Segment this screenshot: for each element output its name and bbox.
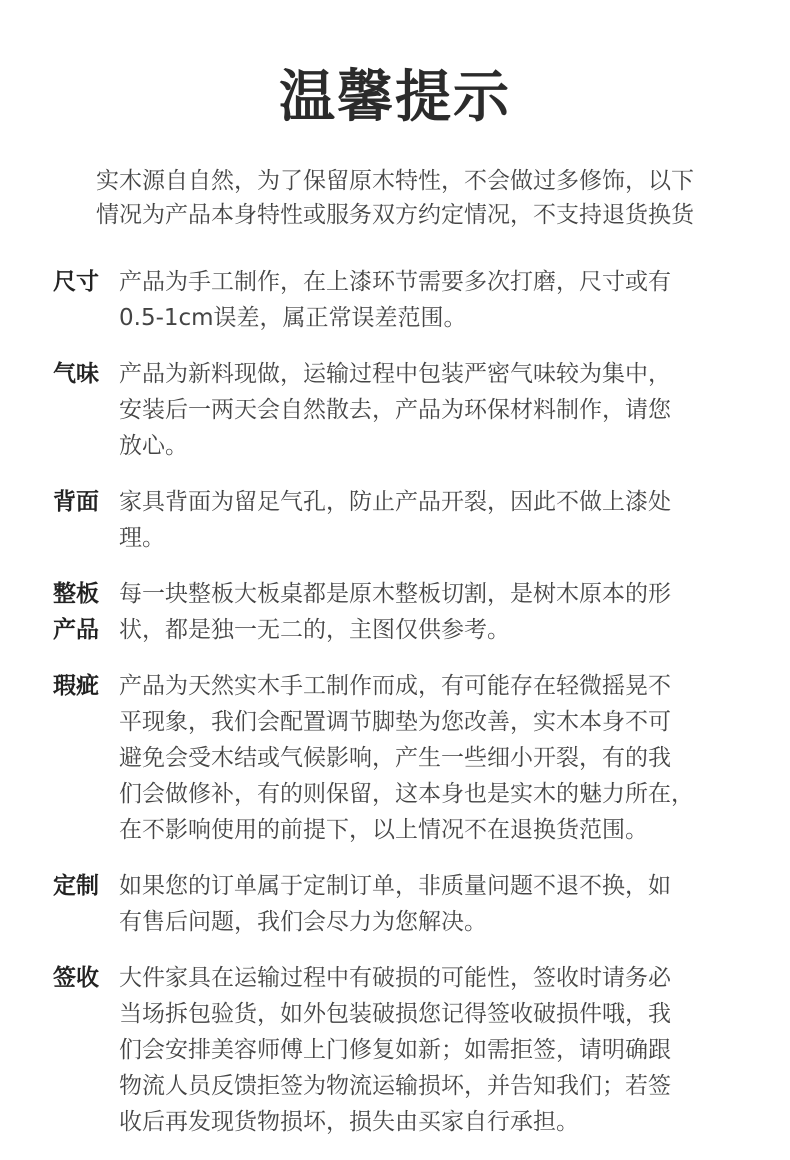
intro-line: 情况为产品本身特性或服务双方约定情况，不支持退货换货: [96, 202, 694, 228]
notice-label-line: 产品: [53, 617, 99, 643]
notice-text: [119, 668, 753, 848]
notice-text: [119, 960, 753, 1140]
notice-label-line: 气味: [53, 361, 99, 387]
notice-text-line: 家具背面为留足气孔，防止产品开裂，因此不做上漆处: [119, 489, 671, 515]
notice-label-line: 定制: [53, 873, 99, 899]
notice-label-line: 背面: [53, 489, 99, 515]
notice-item-slab: [53, 576, 753, 648]
notice-label: [53, 576, 119, 648]
notice-item-back: [53, 484, 753, 556]
intro-paragraph: [0, 164, 790, 232]
notice-label: [53, 668, 119, 704]
notice-label-line: 整板: [53, 581, 99, 607]
notice-text: [119, 356, 753, 464]
notice-text-line: 有售后问题，我们会尽力为您解决。: [119, 909, 487, 935]
notice-label-line: 签收: [53, 965, 99, 991]
notice-text-line: 当场拆包验货，如外包装破损您记得签收破损件哦，我: [119, 1001, 671, 1027]
notice-text-line: 产品为天然实木手工制作而成，有可能存在轻微摇晃不: [119, 673, 671, 699]
notice-item-smell: [53, 356, 753, 464]
notice-item-flaw: [53, 668, 753, 848]
notice-text-line: 们会安排美容师傅上门修复如新；如需拒签，请明确跟: [119, 1037, 671, 1063]
notice-label: [53, 356, 119, 392]
notice-text-line: 产品为手工制作，在上漆环节需要多次打磨，尺寸或有: [119, 269, 671, 295]
notice-text-line: 收后再发现货物损坏，损失由买家自行承担。: [119, 1109, 579, 1135]
notice-label-line: 尺寸: [53, 269, 99, 295]
notice-text: [119, 264, 753, 336]
notice-text: [119, 484, 753, 556]
notice-text-line: 0.5-1cm误差，属正常误差范围。: [119, 305, 467, 331]
notice-label: [53, 484, 119, 520]
notice-text-line: 如果您的订单属于定制订单，非质量问题不退不换，如: [119, 873, 671, 899]
notice-item-size: [53, 264, 753, 336]
notice-text-line: 产品为新料现做，运输过程中包装严密气味较为集中，: [119, 361, 671, 387]
notice-text-line: 大件家具在运输过程中有破损的可能性，签收时请务必: [119, 965, 671, 991]
notice-text-line: 物流人员反馈拒签为物流运输损坏，并告知我们；若签: [119, 1073, 671, 1099]
page-title: 温馨提示: [279, 65, 511, 130]
notice-text: [119, 868, 753, 940]
notice-text-line: 放心。: [119, 433, 188, 459]
notice-text-line: 安装后一两天会自然散去，产品为环保材料制作，请您: [119, 397, 671, 423]
notice-item-receipt: [53, 960, 753, 1140]
notice-text-line: 们会做修补，有的则保留，这本身也是实木的魅力所在，: [119, 781, 694, 807]
notice-text-line: 状，都是独一无二的，主图仅供参考。: [119, 617, 510, 643]
notice-text: [119, 576, 753, 648]
notice-label: [53, 960, 119, 996]
intro-line: 实木源自自然，为了保留原木特性，不会做过多修饰，以下: [96, 168, 694, 194]
notice-text-line: 避免会受木结或气候影响，产生一些细小开裂，有的我: [119, 745, 671, 771]
notice-text-line: 平现象，我们会配置调节脚垫为您改善，实木本身不可: [119, 709, 671, 735]
notice-list: [53, 264, 753, 1160]
notice-text-line: 每一块整板大板桌都是原木整板切割，是树木原本的形: [119, 581, 671, 607]
notice-label-line: 瑕疵: [53, 673, 99, 699]
notice-label: [53, 264, 119, 300]
notice-text-line: 在不影响使用的前提下，以上情况不在退换货范围。: [119, 817, 648, 843]
notice-item-custom: [53, 868, 753, 940]
notice-label: [53, 868, 119, 904]
notice-text-line: 理。: [119, 525, 165, 551]
